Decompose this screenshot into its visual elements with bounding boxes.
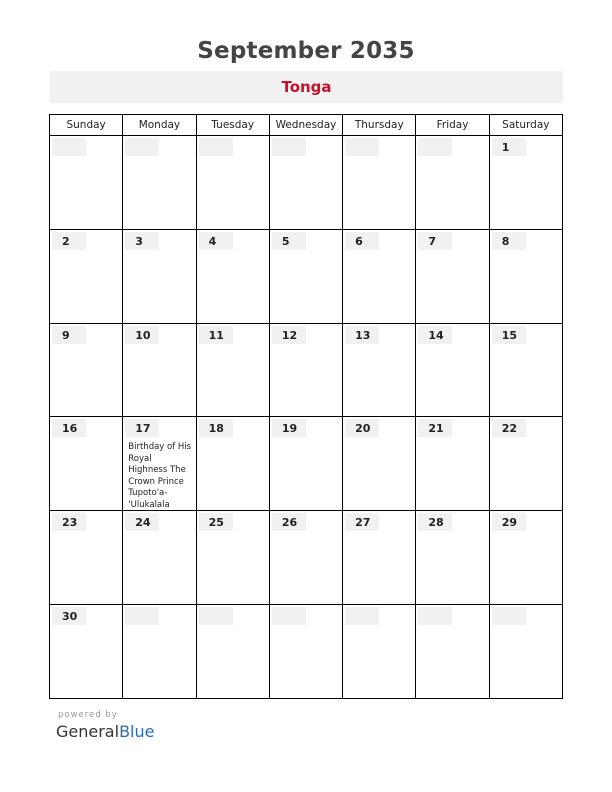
day-cell[interactable] bbox=[50, 323, 123, 417]
day-number-box bbox=[125, 138, 159, 156]
day-cell[interactable] bbox=[269, 605, 342, 699]
day-number: 27 bbox=[355, 516, 371, 530]
day-number: 7 bbox=[428, 234, 437, 248]
day-cell[interactable] bbox=[489, 229, 562, 323]
day-number: 13 bbox=[355, 328, 371, 342]
day-cell[interactable] bbox=[416, 229, 489, 323]
day-number-box bbox=[345, 607, 379, 625]
day-number: 28 bbox=[428, 516, 444, 530]
day-cell[interactable] bbox=[416, 511, 489, 605]
day-cell[interactable] bbox=[50, 229, 123, 323]
brand-general: General bbox=[56, 722, 120, 741]
weekday-monday: Monday bbox=[123, 115, 196, 136]
day-number: 12 bbox=[281, 328, 298, 342]
day-cell[interactable] bbox=[269, 323, 342, 417]
day-cell[interactable] bbox=[196, 417, 269, 511]
day-cell[interactable] bbox=[416, 323, 489, 417]
day-cell[interactable] bbox=[416, 417, 489, 511]
day-cell[interactable] bbox=[196, 136, 269, 230]
week-row bbox=[50, 229, 563, 323]
day-cell[interactable] bbox=[269, 136, 342, 230]
day-number: 29 bbox=[501, 516, 517, 530]
day-cell[interactable] bbox=[343, 136, 416, 230]
day-cell[interactable] bbox=[489, 323, 562, 417]
day-cell[interactable] bbox=[123, 417, 196, 511]
day-number: 2 bbox=[62, 234, 70, 248]
day-cell[interactable] bbox=[416, 605, 489, 699]
day-cell[interactable] bbox=[50, 136, 123, 230]
day-number: 19 bbox=[281, 422, 298, 436]
brand-blue: Blue bbox=[119, 722, 155, 741]
day-number: 21 bbox=[428, 422, 444, 436]
day-number-box bbox=[492, 607, 526, 625]
powered-by-text: powered by bbox=[58, 710, 118, 720]
day-cell[interactable] bbox=[269, 417, 342, 511]
day-number: 8 bbox=[501, 234, 510, 248]
day-number-box bbox=[52, 138, 86, 156]
day-cell[interactable] bbox=[50, 605, 123, 699]
day-number: 30 bbox=[62, 610, 78, 624]
weekday-thursday: Thursday bbox=[343, 115, 416, 136]
day-number: 17 bbox=[135, 422, 151, 436]
day-number: 14 bbox=[428, 328, 444, 342]
day-cell[interactable] bbox=[123, 323, 196, 417]
day-cell[interactable] bbox=[343, 511, 416, 605]
day-number-box bbox=[345, 138, 379, 156]
day-number: 10 bbox=[135, 328, 151, 342]
day-number: 1 bbox=[501, 141, 510, 154]
weekday-sunday: Sunday bbox=[50, 115, 123, 136]
week-row bbox=[50, 323, 563, 417]
day-number: 4 bbox=[208, 234, 217, 248]
weekday-tuesday: Tuesday bbox=[196, 115, 269, 136]
day-cell[interactable] bbox=[269, 229, 342, 323]
day-cell[interactable] bbox=[196, 511, 269, 605]
day-number-box bbox=[272, 138, 306, 156]
weekday-saturday: Saturday bbox=[489, 115, 562, 136]
calendar-grid bbox=[49, 114, 563, 699]
day-number-box bbox=[418, 138, 452, 156]
day-cell[interactable] bbox=[489, 136, 562, 230]
day-number: 9 bbox=[62, 328, 70, 342]
day-number: 24 bbox=[135, 516, 151, 530]
day-cell[interactable] bbox=[416, 136, 489, 230]
day-number: 25 bbox=[208, 516, 224, 530]
day-number-box bbox=[199, 607, 233, 625]
day-cell[interactable] bbox=[123, 605, 196, 699]
day-cell[interactable] bbox=[123, 229, 196, 323]
week-row bbox=[50, 511, 563, 605]
week-row bbox=[50, 136, 563, 230]
day-number: 15 bbox=[501, 328, 517, 342]
day-number-box bbox=[272, 607, 306, 625]
week-row bbox=[50, 417, 563, 511]
day-cell[interactable] bbox=[123, 511, 196, 605]
day-cell[interactable] bbox=[343, 229, 416, 323]
day-cell[interactable] bbox=[123, 136, 196, 230]
day-cell[interactable] bbox=[489, 511, 562, 605]
day-number: 22 bbox=[501, 422, 517, 436]
day-cell[interactable] bbox=[196, 323, 269, 417]
week-row bbox=[50, 605, 563, 699]
country-bar bbox=[50, 71, 563, 103]
month-title: September 2035 bbox=[197, 38, 415, 64]
day-cell[interactable] bbox=[343, 323, 416, 417]
day-cell[interactable] bbox=[196, 229, 269, 323]
generalblue-logo[interactable] bbox=[56, 722, 154, 741]
day-number: 6 bbox=[355, 234, 363, 248]
day-number-box bbox=[418, 607, 452, 625]
day-number: 16 bbox=[62, 422, 78, 436]
country-name: Tonga bbox=[281, 78, 332, 96]
day-number-box bbox=[125, 607, 159, 625]
day-number: 18 bbox=[208, 422, 224, 436]
day-cell[interactable] bbox=[50, 511, 123, 605]
day-cell[interactable] bbox=[343, 605, 416, 699]
day-cell[interactable] bbox=[489, 605, 562, 699]
day-cell[interactable] bbox=[196, 605, 269, 699]
day-cell[interactable] bbox=[269, 511, 342, 605]
holiday-label: Birthday of His Royal Highness The Crown Prince Tupoto'a-'Ulukalala bbox=[128, 442, 192, 510]
weekday-friday: Friday bbox=[416, 115, 489, 136]
day-number: 5 bbox=[281, 234, 290, 248]
weekday-wednesday: Wednesday bbox=[269, 115, 342, 136]
day-number-box bbox=[199, 138, 233, 156]
day-number: 3 bbox=[135, 234, 143, 248]
day-cell[interactable] bbox=[50, 417, 123, 511]
day-number: 23 bbox=[62, 516, 78, 530]
day-cell[interactable] bbox=[489, 417, 562, 511]
day-number: 26 bbox=[281, 516, 298, 530]
weekday-header-row bbox=[50, 115, 563, 136]
day-number: 11 bbox=[208, 328, 224, 342]
day-cell[interactable] bbox=[343, 417, 416, 511]
day-number: 20 bbox=[355, 422, 371, 436]
